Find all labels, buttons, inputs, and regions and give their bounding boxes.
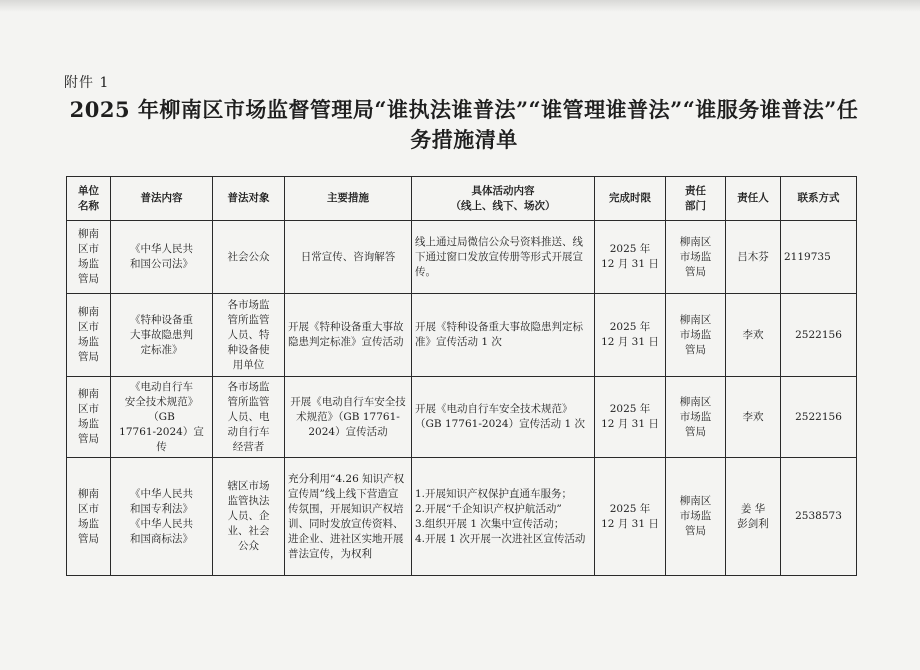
cell-measure: 开展《电动自行车安全技术规范》（GB 17761-2024）宣传活动 [285,377,412,458]
cell-dept: 柳南区 市场监 管局 [666,377,726,458]
cell-content: 《中华人民共 和国专利法》 《中华人民共 和国商标法》 [111,458,213,576]
cell-measure: 充分利用“4.26 知识产权宣传周”线上线下营造宣传氛围，开展知识产权培训、同时发放宣传资料、进企业、进社区实地开展普法宣传，为权利 [285,458,412,576]
table-header-row [67,177,857,221]
cell-phone: 2522156 [781,377,857,458]
header-person: 责任人 [726,177,781,221]
table-row [67,221,857,294]
cell-dept: 柳南区 市场监 管局 [666,221,726,294]
header-target: 普法对象 [213,177,285,221]
cell-target: 各市场监 管所监管 人员、电 动自行车 经营者 [213,377,285,458]
cell-dept: 柳南区 市场监 管局 [666,458,726,576]
attachment-label: 附件 1 [64,75,110,91]
header-dept: 责任 部门 [666,177,726,221]
cell-deadline: 2025 年 12 月 31 日 [595,458,666,576]
cell-deadline: 2025 年 12 月 31 日 [595,221,666,294]
cell-activity: 开展《电动自行车安全技术规范》（GB 17761-2024）宣传活动 1 次 [412,377,595,458]
cell-unit: 柳南 区市 场监 管局 [67,294,111,377]
table-row [67,377,857,458]
cell-content: 《中华人民共 和国公司法》 [111,221,213,294]
cell-phone: 2522156 [781,294,857,377]
cell-content: 《特种设备重 大事故隐患判 定标准》 [111,294,213,377]
task-table [66,176,857,576]
header-measure: 主要措施 [285,177,412,221]
cell-person: 李欢 [726,377,781,458]
header-content: 普法内容 [111,177,213,221]
cell-unit: 柳南 区市 场监 管局 [67,377,111,458]
cell-measure: 开展《特种设备重大事故隐患判定标准》宣传活动 [285,294,412,377]
cell-activity: 1.开展知识产权保护直通车服务； 2.开展“千企知识产权护航活动” 3.组织开展 1 次集中宣传活动； 4.开展 1 次开展一次进社区宣传活动 [412,458,595,576]
cell-person: 姜 华 彭剑利 [726,458,781,576]
cell-activity: 开展《特种设备重大事故隐患判定标准》宣传活动 1 次 [412,294,595,377]
cell-phone: 2119735 [781,221,857,294]
cell-measure: 日常宣传、咨询解答 [285,221,412,294]
cell-content: 《电动自行车 安全技术规范》 （GB 17761-2024）宣 传 [111,377,213,458]
cell-unit: 柳南 区市 场监 管局 [67,221,111,294]
cell-unit: 柳南 区市 场监 管局 [67,458,111,576]
cell-deadline: 2025 年 12 月 31 日 [595,377,666,458]
cell-person: 吕木芬 [726,221,781,294]
table-row [67,294,857,377]
table-row [67,458,857,576]
header-deadline: 完成时限 [595,177,666,221]
header-unit: 单位 名称 [67,177,111,221]
scan-shadow [0,0,920,12]
cell-dept: 柳南区 市场监 管局 [666,294,726,377]
header-activity: 具体活动内容 （线上、线下、场次） [412,177,595,221]
cell-activity: 线上通过局微信公众号资料推送、线下通过窗口发放宣传册等形式开展宣传。 [412,221,595,294]
cell-phone: 2538573 [781,458,857,576]
document-title: 2025 年柳南区市场监督管理局“谁执法谁普法”“谁管理谁普法”“谁服务谁普法”任务措施清单 [69,97,859,152]
cell-target: 社会公众 [213,221,285,294]
cell-person: 李欢 [726,294,781,377]
cell-deadline: 2025 年 12 月 31 日 [595,294,666,377]
cell-target: 各市场监 管所监管 人员、特 种设备使 用单位 [213,294,285,377]
header-phone: 联系方式 [781,177,857,221]
cell-target: 辖区市场 监管执法 人员、企 业、社会 公众 [213,458,285,576]
